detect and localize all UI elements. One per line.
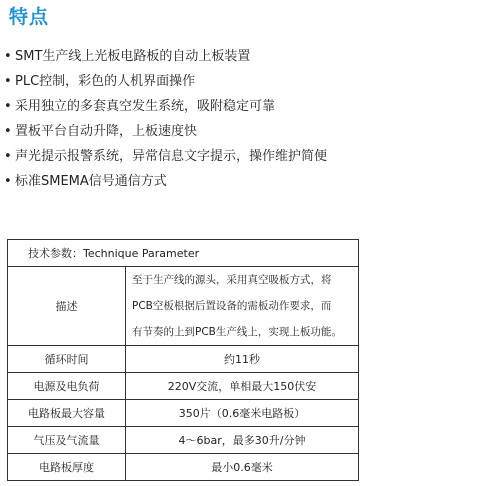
spec-row-description (8, 267, 359, 346)
spec-row (8, 346, 359, 373)
spec-row (8, 427, 359, 454)
spec-value: 最小0.6毫米 (126, 454, 359, 481)
feature-text: 标准SMEMA信号通信方式 (15, 174, 167, 189)
spec-row (8, 400, 359, 427)
feature-item (4, 119, 327, 144)
bullet-icon: • (4, 174, 12, 189)
feature-item (4, 69, 327, 94)
bullet-icon: • (4, 49, 12, 64)
spec-label: 电源及电负荷 (8, 373, 126, 400)
description-line: 有节奏的上到PCB生产线上，实现上板功能。 (132, 326, 342, 338)
section-title: 特点 (9, 6, 50, 28)
feature-text: 声光提示报警系统，异常信息文字提示，操作维护简便 (15, 149, 328, 164)
spec-label: 循环时间 (8, 346, 126, 373)
bullet-icon: • (4, 74, 12, 89)
feature-item (4, 169, 327, 194)
description-line: 至于生产线的源头，采用真空吸板方式，将 (132, 274, 332, 286)
bullet-icon: • (4, 149, 12, 164)
spec-table (7, 239, 359, 481)
spec-label: 电路板厚度 (8, 454, 126, 481)
feature-item (4, 144, 327, 169)
feature-item (4, 44, 327, 69)
bullet-icon: • (4, 99, 12, 114)
feature-text: 置板平台自动升降，上板速度快 (15, 124, 198, 139)
spec-value: 220V交流，单相最大150伏安 (126, 373, 359, 400)
bullet-icon: • (4, 124, 12, 139)
feature-text: 采用独立的多套真空发生系统，吸附稳定可靠 (15, 99, 276, 114)
spec-label: 描述 (8, 267, 126, 346)
spec-value: 350片（0.6毫米电路板） (126, 400, 359, 427)
spec-value: 约11秒 (126, 346, 359, 373)
feature-item (4, 94, 327, 119)
spec-value: 4〜6bar，最多30升/分钟 (126, 427, 359, 454)
spec-header: 技术参数：Technique Parameter (8, 240, 359, 267)
feature-list (4, 44, 327, 194)
spec-description (126, 267, 359, 346)
feature-text: SMT生产线上光板电路板的自动上板装置 (15, 49, 251, 64)
spec-row (8, 373, 359, 400)
spec-row (8, 454, 359, 481)
spec-label: 电路板最大容量 (8, 400, 126, 427)
spec-label: 气压及气流量 (8, 427, 126, 454)
description-line: PCB空板根据后置设备的需板动作要求，而 (132, 300, 332, 312)
spec-header-row (8, 240, 359, 267)
feature-text: PLC控制，彩色的人机界面操作 (15, 74, 196, 89)
